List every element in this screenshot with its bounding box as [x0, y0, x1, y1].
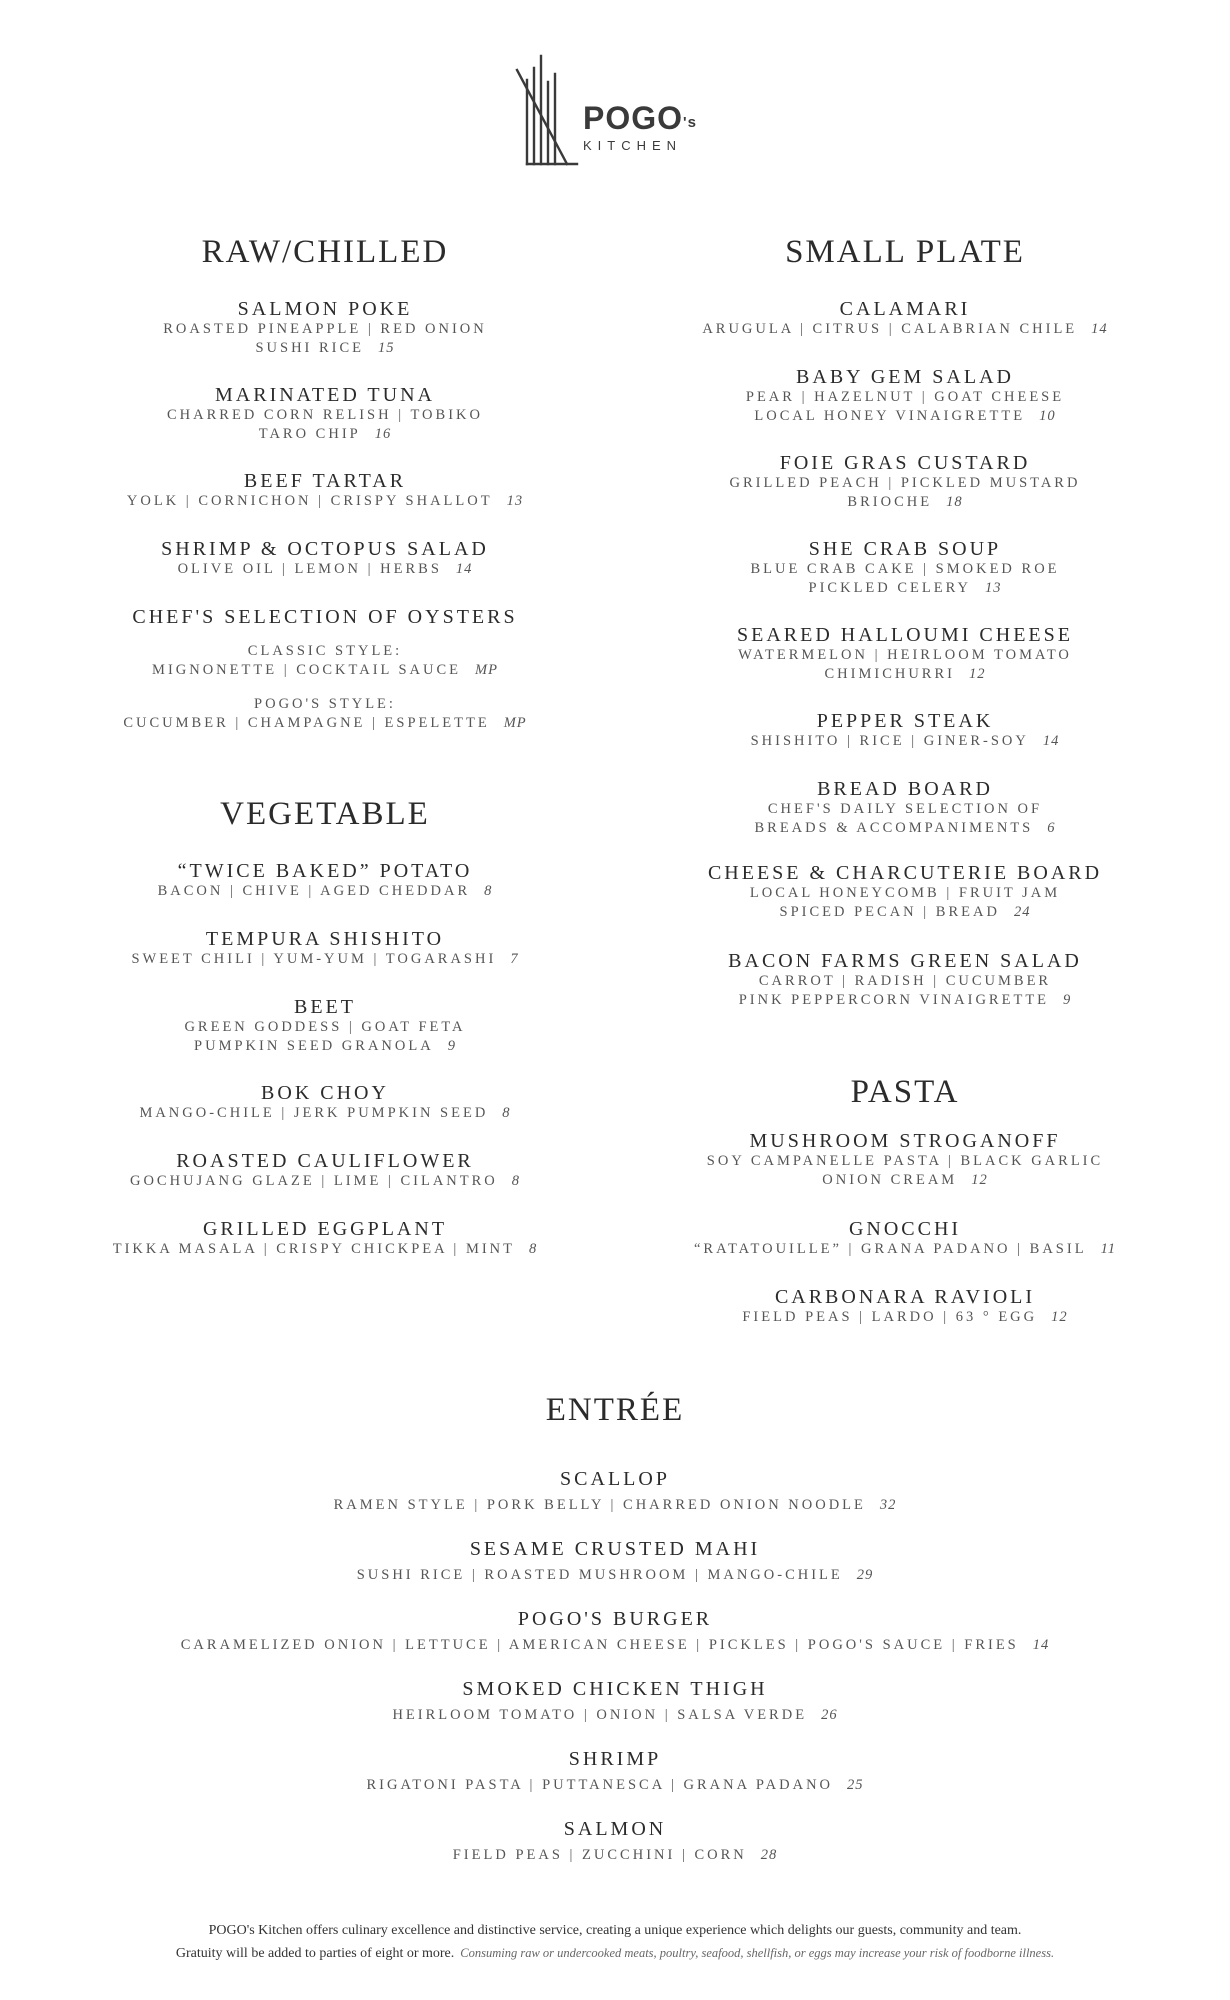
item-name: SHE CRAB SOUP — [808, 538, 1002, 560]
menu-item — [60, 1748, 1170, 1795]
item-desc: RAMEN STYLE | PORK BELLY | CHARRED ONION NOODLE 32 — [333, 1497, 897, 1513]
item-desc: MANGO-CHILE | JERK PUMPKIN SEED 8 — [139, 1105, 511, 1121]
item-name: CARBONARA RAVIOLI — [774, 1286, 1036, 1308]
item-price: 14 — [1032, 1637, 1050, 1653]
section-raw-chilled — [60, 232, 590, 272]
section-entree — [60, 1390, 1170, 1430]
item-desc: GRILLED PEACH | PICKLED MUSTARD — [729, 475, 1081, 491]
item-name: SALMON POKE — [237, 298, 413, 320]
footer — [60, 1920, 1170, 1965]
item-price: 32 — [879, 1497, 897, 1513]
item-desc: SUSHI RICE | ROASTED MUSHROOM | MANGO-CHILE 29 — [356, 1567, 874, 1583]
item-desc: SHISHITO | RICE | GINER-SOY 14 — [750, 733, 1060, 749]
item-desc-line-2: BRIOCHE 18 — [847, 493, 963, 510]
item-price: 24 — [1013, 903, 1031, 920]
menu-item — [640, 778, 1170, 837]
item-desc: CARAMELIZED ONION | LETTUCE | AMERICAN CHEESE | PICKLES | POGO'S SAUCE | FRIES 14 — [180, 1637, 1050, 1653]
item-name: BACON FARMS GREEN SALAD — [728, 950, 1082, 972]
item-name: PEPPER STEAK — [816, 710, 994, 732]
menu-item — [60, 1818, 1170, 1865]
menu-item-oysters — [60, 606, 590, 732]
item-desc: HEIRLOOM TOMATO | ONION | SALSA VERDE 26 — [392, 1707, 838, 1723]
item-desc: ARUGULA | CITRUS | CALABRIAN CHILE 14 — [702, 321, 1108, 337]
item-desc: RIGATONI PASTA | PUTTANESCA | GRANA PADANO 25 — [366, 1777, 864, 1793]
menu-item — [60, 384, 590, 443]
item-desc: CHEF'S DAILY SELECTION OF — [767, 801, 1043, 817]
item-name: GNOCCHI — [848, 1218, 962, 1240]
menu-item — [640, 1130, 1170, 1189]
logo-subtitle: KITCHEN — [583, 138, 683, 153]
item-desc: LOCAL HONEYCOMB | FRUIT JAM — [749, 885, 1061, 901]
item-price: 14 — [1091, 321, 1108, 337]
footer-disclaimer: Consuming raw or undercooked meats, poultry, seafood, shellfish, or eggs may increase your risk of foodborne illness. — [460, 1946, 1055, 1960]
item-price: 15 — [378, 339, 395, 356]
menu-item — [60, 470, 590, 511]
logo-mark-icon — [515, 52, 585, 172]
item-name: BEET — [294, 996, 356, 1018]
item-price: 25 — [847, 1777, 864, 1793]
item-desc: SOY CAMPANELLE PASTA | BLACK GARLIC — [706, 1153, 1104, 1169]
item-desc: ROASTED PINEAPPLE | RED ONION — [163, 321, 487, 337]
menu-item — [60, 1150, 590, 1191]
menu-item — [640, 538, 1170, 597]
menu-item — [60, 1082, 590, 1123]
item-desc-line-2: PICKLED CELERY 13 — [808, 579, 1002, 596]
item-desc-line-2: SUSHI RICE 15 — [255, 339, 395, 356]
menu-item — [640, 950, 1170, 1009]
item-desc: PEAR | HAZELNUT | GOAT CHEESE — [745, 389, 1065, 405]
menu-item — [60, 1678, 1170, 1725]
item-desc: FIELD PEAS | ZUCCHINI | CORN 28 — [452, 1847, 778, 1863]
item-price: 8 — [511, 1173, 521, 1189]
item-desc: CHARRED CORN RELISH | TOBIKO — [167, 407, 483, 423]
item-desc: WATERMELON | HEIRLOOM TOMATO — [738, 647, 1072, 663]
menu-item — [640, 710, 1170, 751]
item-desc: CARROT | RADISH | CUCUMBER — [758, 973, 1052, 989]
item-name: “TWICE BAKED” POTATO — [177, 860, 473, 882]
item-price: 9 — [1063, 991, 1072, 1008]
item-price: 8 — [484, 883, 493, 899]
item-price: 13 — [506, 493, 524, 509]
section-title: SMALL PLATE — [785, 234, 1025, 270]
item-name: CALAMARI — [839, 298, 971, 320]
item-name: CHEESE & CHARCUTERIE BOARD — [707, 862, 1103, 884]
item-desc: “RATATOUILLE” | GRANA PADANO | BASIL 11 — [693, 1241, 1116, 1257]
menu-item — [60, 1608, 1170, 1655]
item-price: 28 — [760, 1847, 778, 1863]
item-price: 29 — [856, 1567, 874, 1583]
item-name: SESAME CRUSTED MAHI — [469, 1538, 761, 1560]
section-title: VEGETABLE — [220, 796, 430, 832]
item-desc: BACON | CHIVE | AGED CHEDDAR 8 — [157, 883, 493, 899]
item-name: MUSHROOM STROGANOFF — [749, 1130, 1061, 1152]
item-name: MARINATED TUNA — [215, 384, 435, 406]
item-name: CHEF'S SELECTION OF OYSTERS — [132, 606, 518, 628]
section-small-plate — [640, 232, 1170, 272]
pogos-kitchen-logo — [515, 52, 725, 172]
menu-item — [60, 860, 590, 901]
item-desc-line-2: SPICED PECAN | BREAD 24 — [779, 903, 1031, 920]
menu-item — [640, 1286, 1170, 1327]
item-price: MP — [503, 714, 527, 731]
item-name: SMOKED CHICKEN THIGH — [462, 1678, 768, 1700]
menu-item — [640, 1218, 1170, 1259]
item-name: BOK CHOY — [261, 1082, 389, 1104]
menu-item — [640, 366, 1170, 425]
logo-wordmark: $POGO_{'s}$ — [583, 100, 697, 136]
item-desc-line-2: PUMPKIN SEED GRANOLA 9 — [194, 1037, 456, 1054]
item-price: 6 — [1047, 819, 1056, 836]
item-price: MP — [475, 661, 498, 678]
item-price: 9 — [447, 1037, 456, 1054]
item-name: TEMPURA SHISHITO — [205, 928, 445, 950]
item-desc: GREEN GODDESS | GOAT FETA — [184, 1019, 466, 1035]
item-price: 8 — [529, 1241, 538, 1257]
item-price: 7 — [510, 951, 519, 967]
item-price: 8 — [502, 1105, 511, 1121]
menu-item — [60, 1538, 1170, 1585]
item-name: FOIE GRAS CUSTARD — [779, 452, 1031, 474]
menu-item — [640, 452, 1170, 511]
menu-item — [60, 996, 590, 1055]
section-title: ENTRÉE — [545, 1392, 685, 1428]
item-price: 13 — [984, 579, 1002, 596]
item-desc-line-2: CHIMICHURRI 12 — [824, 665, 986, 682]
item-price: 16 — [374, 425, 392, 442]
item-price: 12 — [1051, 1309, 1068, 1325]
item-desc-line-2: ONION CREAM 12 — [822, 1171, 988, 1188]
item-name: GRILLED EGGPLANT — [202, 1218, 448, 1240]
section-pasta — [640, 1072, 1170, 1112]
item-name: ROASTED CAULIFLOWER — [176, 1150, 474, 1172]
oyster-classic-desc: MIGNONETTE | COCKTAIL SAUCE MP — [152, 661, 498, 678]
menu-item — [60, 298, 590, 357]
item-desc: BLUE CRAB CAKE | SMOKED ROE — [750, 561, 1060, 577]
item-price: 12 — [968, 665, 986, 682]
item-name: SEARED HALLOUMI CHEESE — [737, 624, 1073, 646]
section-title: PASTA — [850, 1074, 960, 1110]
menu-item — [60, 1468, 1170, 1515]
item-price: 11 — [1100, 1241, 1116, 1257]
item-price: 12 — [971, 1171, 988, 1188]
item-name: BEEF TARTAR — [243, 470, 407, 492]
menu-item — [60, 1218, 590, 1259]
item-price: 14 — [455, 561, 473, 577]
item-name: SCALLOP — [560, 1468, 670, 1490]
item-desc: SWEET CHILI | YUM-YUM | TOGARASHI 7 — [131, 951, 519, 967]
item-name: BREAD BOARD — [817, 778, 993, 800]
item-desc: GOCHUJANG GLAZE | LIME | CILANTRO 8 — [129, 1173, 521, 1189]
menu-item — [60, 928, 590, 969]
item-desc: OLIVE OIL | LEMON | HERBS 14 — [177, 561, 473, 577]
item-name: POGO'S BURGER — [517, 1608, 713, 1630]
item-price: 14 — [1042, 733, 1060, 749]
item-desc: FIELD PEAS | LARDO | 63 ° EGG 12 — [742, 1309, 1068, 1325]
item-desc: YOLK | CORNICHON | CRISPY SHALLOT 13 — [126, 493, 524, 509]
item-desc-line-2: PINK PEPPERCORN VINAIGRETTE 9 — [738, 991, 1072, 1008]
item-desc-line-2: TARO CHIP 16 — [258, 425, 392, 442]
item-price: 10 — [1039, 407, 1056, 424]
menu-item — [640, 624, 1170, 683]
item-name: BABY GEM SALAD — [796, 366, 1014, 388]
footer-line-2: Gratuity will be added to parties of eight or more. Consuming raw or undercooked meats, poultry, seafood, shellfish, or eggs may increase your risk of foodborne illness. — [175, 1946, 1055, 1961]
item-name: SALMON — [563, 1818, 667, 1840]
item-name: SHRIMP & OCTOPUS SALAD — [161, 538, 489, 560]
item-price: 18 — [946, 493, 963, 510]
menu-item — [640, 862, 1170, 921]
oyster-pogo-label: POGO'S STYLE: — [254, 696, 396, 712]
item-name: SHRIMP — [568, 1748, 662, 1770]
footer-line-1: POGO's Kitchen offers culinary excellence and distinctive service, creating a unique experience which delights our guests, community and team. — [208, 1923, 1022, 1938]
item-desc: TIKKA MASALA | CRISPY CHICKPEA | MINT 8 — [112, 1241, 538, 1257]
menu-item — [60, 538, 590, 579]
item-desc-line-2: BREADS & ACCOMPANIMENTS 6 — [754, 819, 1056, 836]
item-price: 26 — [821, 1707, 838, 1723]
section-vegetable — [60, 794, 590, 834]
menu-item — [640, 298, 1170, 339]
oyster-classic-label: CLASSIC STYLE: — [247, 643, 403, 659]
oyster-pogo-desc: CUCUMBER | CHAMPAGNE | ESPELETTE MP — [123, 714, 527, 731]
item-desc-line-2: LOCAL HONEY VINAIGRETTE 10 — [754, 407, 1056, 424]
section-title: RAW/CHILLED — [201, 234, 449, 270]
